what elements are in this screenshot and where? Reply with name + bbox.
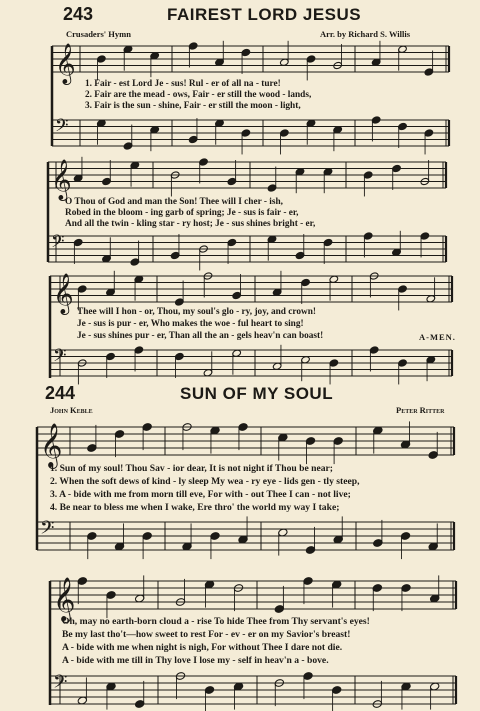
note-head [303, 672, 313, 681]
note-head [305, 546, 315, 555]
note-head [77, 577, 87, 586]
note-head [401, 584, 411, 593]
lyric-line: 1. Sun of my soul! Thou Sav - ior dear, It is not night if Thou be near; [50, 463, 333, 474]
treble-clef-icon: 𝄞 [51, 159, 72, 200]
note-head [135, 700, 145, 709]
note-head [373, 539, 383, 548]
treble-clef-icon: 𝄞 [40, 423, 63, 467]
amen-label: A-MEN. [419, 332, 456, 342]
hymn-number: 244 [45, 383, 76, 403]
arranger-credit: Arr. by Richard S. Willis [320, 29, 411, 39]
note-head [114, 430, 124, 439]
lyric-line: O Thou of God and man the Son! Thee will I cher - ish, [65, 197, 284, 207]
bass-clef-icon: 𝄢 [53, 671, 68, 698]
author-credit: John Keble [50, 405, 93, 415]
treble-clef-icon: 𝄞 [55, 43, 76, 84]
lyric-line: Robed in the bloom - ing garb of spring; Je - sus is fair - er, [65, 208, 299, 218]
lyric-line: 2. When the soft dews of kind - ly sleep My wea - ry eye - lids gen - tly steep, [50, 476, 360, 487]
lyric-line: 2. Fair are the mead - ows, Fair - er still the wood - lands, [85, 90, 312, 100]
treble-clef-icon: 𝄞 [53, 273, 74, 314]
note-head [372, 584, 382, 593]
note-head [274, 605, 284, 614]
lyric-line: Oh, may no earth-born cloud a - rise To hide Thee from Thy servant's eyes! [62, 616, 370, 627]
note-head [204, 686, 214, 695]
note-head [238, 423, 248, 432]
lyric-line: And all the twin - kling star - ry host; Je - sus shines bright - er, [65, 219, 316, 229]
lyric-line: A - bide with me till in Thy love I lose my - self in heav'n a - bove. [62, 655, 329, 666]
bass-clef-icon: 𝄢 [51, 231, 65, 256]
hymn-title: SUN OF MY SOUL [180, 384, 334, 403]
note-head [142, 423, 152, 432]
lyric-line: Be my last tho't—how sweet to rest For - ev - er on my Savior's breast! [62, 629, 351, 640]
note-head [428, 451, 438, 460]
bass-clef-icon: 𝄢 [40, 517, 55, 544]
tune-credit: Crusaders' Hymn [66, 29, 131, 39]
bass-clef-icon: 𝄢 [55, 115, 69, 140]
note-head [142, 532, 152, 541]
lyric-line: 1. Fair - est Lord Je - sus! Rul - er of all na - ture! [85, 79, 281, 89]
lyric-line: Je - sus is pur - er, Who makes the woe - ful heart to sing! [77, 319, 304, 329]
note-head [87, 532, 97, 541]
note-head [106, 591, 116, 600]
note-head [305, 437, 315, 446]
hymn-title: FAIREST LORD JESUS [167, 5, 362, 24]
lyric-line: 3. Fair is the sun - shine, Fair - er still the moon - light, [85, 101, 301, 111]
lyric-line: A - bide with me when night is nigh, For without Thee I dare not die. [62, 642, 343, 653]
lyric-line: 3. A - bide with me from morn till eve, For with - out Thee I can - not live; [50, 489, 351, 500]
lyric-line: 4. Be near to bless me when I wake, Ere thro' the world my way I take; [50, 502, 340, 513]
treble-clef-icon: 𝄞 [53, 577, 76, 621]
bass-clef-icon: 𝄢 [53, 345, 67, 370]
note-head [333, 437, 343, 446]
note-head [87, 444, 97, 453]
composer-credit: Peter Ritter [396, 405, 445, 415]
lyric-line: Je - sus shines pur - er, Than all the an - gels heav'n can boast! [77, 331, 324, 341]
note-head [210, 532, 220, 541]
note-head [332, 686, 342, 695]
lyric-line: Thee will I hon - or, Thou, my soul's glo - ry, joy, and crown! [77, 307, 317, 317]
note-head [303, 577, 313, 586]
note-head [400, 532, 410, 541]
hymn-number: 243 [63, 4, 94, 24]
